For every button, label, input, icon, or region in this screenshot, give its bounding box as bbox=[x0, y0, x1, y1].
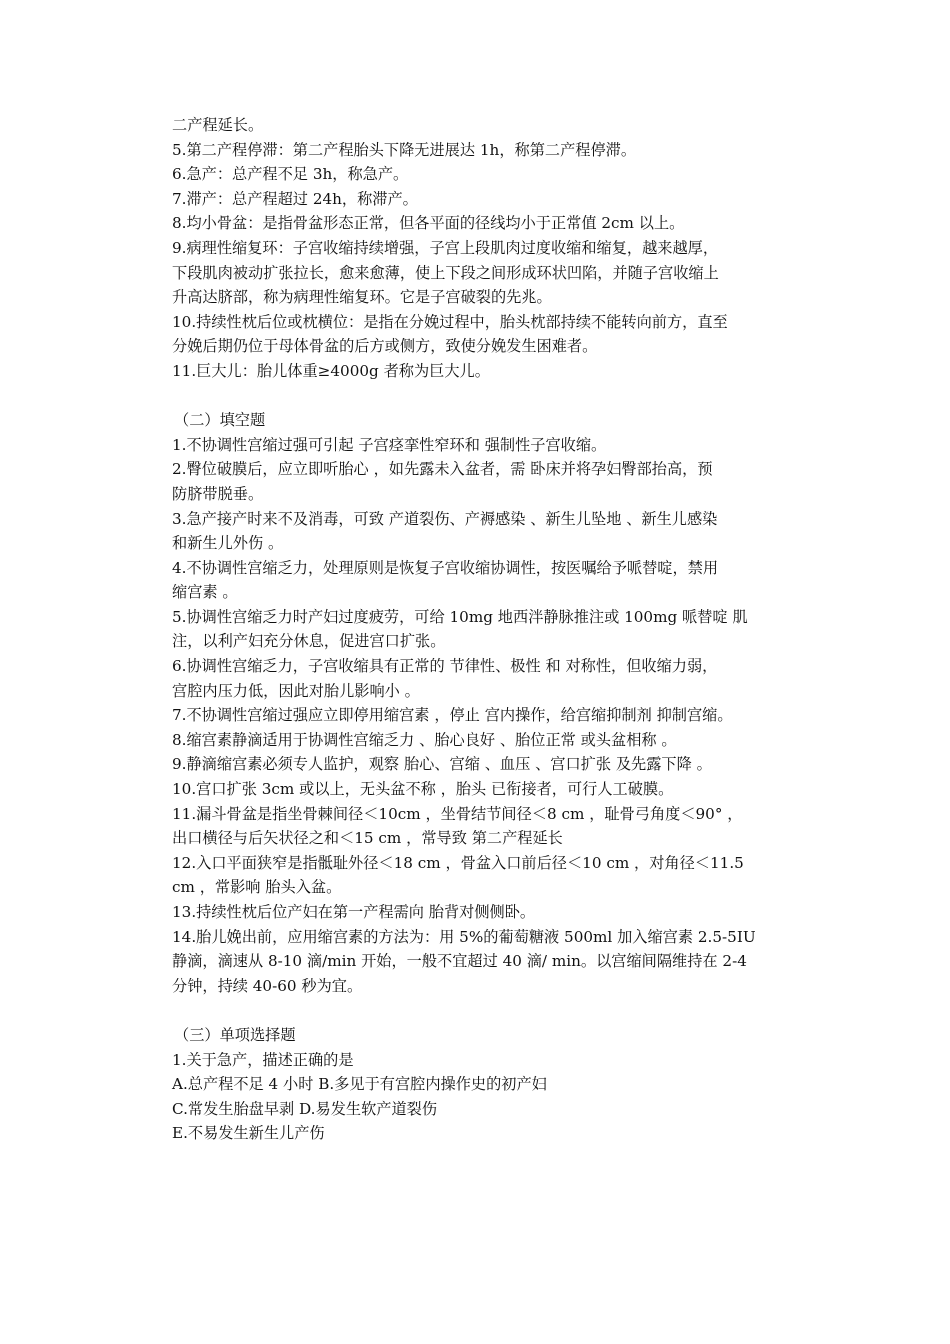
text-line: 和新生儿外伤 。 bbox=[172, 534, 284, 553]
answer-options: E.不易发生新生儿产伤 bbox=[172, 1124, 325, 1143]
text-line: 分钟，持续 40-60 秒为宜。 bbox=[172, 976, 363, 995]
text-line: 10.持续性枕后位或枕横位：是指在分娩过程中，胎头枕部持续不能转向前方，直至 bbox=[172, 312, 728, 331]
text-line: 5.协调性宫缩乏力时产妇过度疲劳，可给 10mg 地西泮静脉推注或 100mg 哌替啶 肌 bbox=[172, 607, 748, 626]
text-line: 12.入口平面狭窄是指骶耻外径＜18 cm ，骨盆入口前后径＜10 cm ，对角径＜11.5 bbox=[172, 853, 744, 872]
question-stem: 1.关于急产，描述正确的是 bbox=[172, 1050, 354, 1069]
text-line: 1.不协调性宫缩过强可引起 子宫痉挛性窄环和 强制性子宫收缩。 bbox=[172, 435, 607, 454]
paragraph-gap bbox=[172, 384, 812, 409]
text-line: cm ，常影响 胎头入盆。 bbox=[172, 878, 342, 897]
section-heading: （三）单项选择题 bbox=[174, 1025, 296, 1044]
text-line: 7.滞产：总产程超过 24h，称滞产。 bbox=[172, 189, 418, 208]
text-line: 防脐带脱垂。 bbox=[172, 484, 264, 503]
definitions-section bbox=[172, 113, 812, 384]
fill-in-blank-section bbox=[172, 408, 812, 998]
text-line: 分娩后期仍位于母体骨盆的后方或侧方，致使分娩发生困难者。 bbox=[172, 337, 598, 356]
text-line: 10.宫口扩张 3cm 或以上，无头盆不称 ，胎头 已衔接者，可行人工破膜。 bbox=[172, 780, 674, 799]
paragraph-gap bbox=[172, 998, 812, 1023]
text-line: 升高达脐部，称为病理性缩复环。它是子宫破裂的先兆。 bbox=[172, 288, 552, 307]
text-line: 宫腔内压力低，因此对胎儿影响小 。 bbox=[172, 681, 420, 700]
multiple-choice-section bbox=[172, 1023, 812, 1146]
answer-options: A.总产程不足 4 小时 B.多见于有宫腔内操作史的初产妇 bbox=[172, 1075, 547, 1094]
text-line: 14.胎儿娩出前，应用缩宫素的方法为：用 5%的葡萄糖液 500ml 加入缩宫素 2.5-5IU bbox=[172, 927, 756, 946]
text-line: 二产程延长。 bbox=[172, 116, 264, 134]
text-line: 8.均小骨盆：是指骨盆形态正常，但各平面的径线均小于正常值 2cm 以上。 bbox=[172, 214, 685, 233]
text-line: 6.协调性宫缩乏力，子宫收缩具有正常的 节律性、极性 和 对称性，但收缩力弱， bbox=[172, 657, 718, 676]
text-line: 下段肌肉被动扩张拉长，愈来愈薄，使上下段之间形成环状凹陷，并随子宫收缩上 bbox=[172, 263, 719, 282]
section-heading: （二）填空题 bbox=[174, 411, 266, 430]
text-line: 13.持续性枕后位产妇在第一产程需向 胎背对侧侧卧。 bbox=[172, 903, 536, 921]
text-line: 7.不协调性宫缩过强应立即停用缩宫素 ，停止 宫内操作，给宫缩抑制剂 抑制宫缩。 bbox=[172, 706, 733, 725]
text-line: 8.缩宫素静滴适用于协调性宫缩乏力 、胎心良好 、胎位正常 或头盆相称 。 bbox=[172, 730, 677, 749]
text-line: 出口横径与后矢状径之和＜15 cm ，常导致 第二产程延长 bbox=[172, 829, 563, 848]
text-line: 11.漏斗骨盆是指坐骨棘间径＜10cm ，坐骨结节间径＜8 cm ，耻骨弓角度＜90° ， bbox=[172, 804, 743, 823]
text-line: 注，以利产妇充分休息，促进宫口扩张。 bbox=[172, 632, 446, 651]
text-line: 9.静滴缩宫素必须专人监护，观察 胎心、宫缩 、血压 、宫口扩张 及先露下降 。 bbox=[172, 755, 712, 774]
document-page bbox=[172, 113, 812, 1146]
text-line: 静滴，滴速从 8-10 滴/min 开始，一般不宜超过 40 滴/ min。以宫缩间隔维持在 2-4 bbox=[172, 952, 747, 971]
answer-options: C.常发生胎盘早剥 D.易发生软产道裂伤 bbox=[172, 1099, 438, 1118]
text-line: 5.第二产程停滞：第二产程胎头下降无进展达 1h，称第二产程停滞。 bbox=[172, 140, 637, 159]
text-line: 4.不协调性宫缩乏力，处理原则是恢复子宫收缩协调性，按医嘱给予哌替啶，禁用 bbox=[172, 558, 719, 577]
text-line: 2.臀位破膜后，应立即听胎心 ，如先露未入盆者，需 卧床并将孕妇臀部抬高，预 bbox=[172, 460, 713, 479]
text-line: 缩宫素 。 bbox=[172, 583, 238, 602]
text-line: 3.急产接产时来不及消毒，可致 产道裂伤、产褥感染 、新生儿坠地 、新生儿感染 bbox=[172, 509, 718, 528]
text-line: 6.急产：总产程不足 3h，称急产。 bbox=[172, 165, 409, 184]
text-line: 11.巨大儿：胎儿体重≥4000g 者称为巨大儿。 bbox=[172, 361, 490, 380]
text-line: 9.病理性缩复环：子宫收缩持续增强，子宫上段肌肉过度收缩和缩复，越来越厚， bbox=[172, 238, 719, 257]
